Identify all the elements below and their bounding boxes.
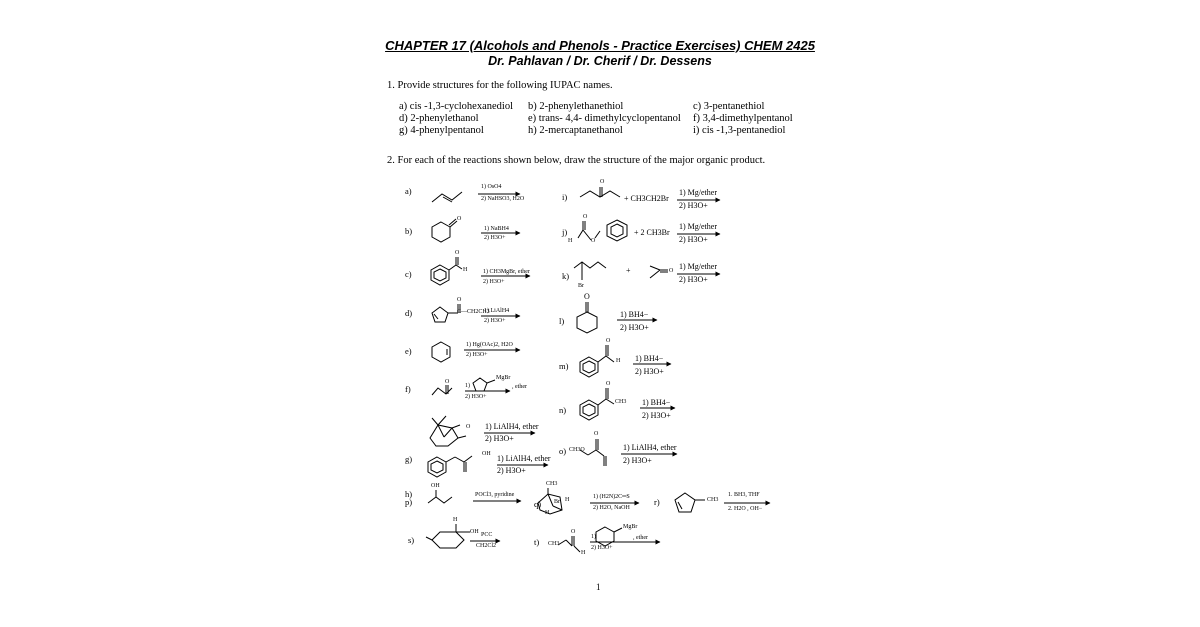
label-p: p) [405,497,413,507]
reagent-l-2: 2) H3O+ [620,323,649,332]
label-j: j) [562,227,568,237]
reagent-e-2: 2) H3O+ [466,352,488,358]
label-d: d) [405,308,413,318]
reagent-j-plus: + 2 CH3Br [634,228,670,237]
label-a: a) [405,186,412,196]
structure-a [432,192,462,202]
reagent-f-mgbr: MgBr [496,375,511,381]
atom-o-t: O [571,529,576,535]
atom-h2-q: H [545,510,550,516]
atom-o-k: O [669,268,674,274]
structure-l [577,302,597,333]
name-c: c) 3-pentanethiol [693,101,765,112]
atom-o-b: O [457,216,462,222]
reagent-n-2: 2) H3O+ [642,411,671,420]
structure-j [578,220,627,241]
atom-h-t: H [581,550,586,556]
reagent-m-2: 2) H3O+ [635,367,664,376]
atom-ch3-q: CH3 [546,481,558,487]
reagent-t-2: 2) H3O+ [591,545,613,551]
atom-ch3-t: CH3 [548,541,560,547]
label-o: o) [559,446,567,456]
page-title: CHAPTER 17 (Alcohols and Phenols - Practice Exercises) CHEM 2425 [385,38,815,53]
name-h: h) 2-mercaptanethanol [528,125,623,136]
atom-o-i: O [600,179,605,185]
atom-oh-s: OH [470,529,479,535]
label-g: g) [405,454,413,464]
reagent-q-2: 2) H2O, NaOH [593,505,630,511]
structure-n [580,388,614,420]
label-s: s) [408,535,415,545]
atom-o-c: O [455,250,460,256]
name-f: f) 3,4-dimethylpentanol [693,113,793,124]
atom-oh-h: OH [482,451,491,457]
reagent-a-1: 1) OsO4 [481,184,502,190]
atom-ch3-n: CH3 [615,399,627,405]
atom-o-g: O [466,424,471,430]
atom-h-q: H [565,497,570,503]
label-r: r) [654,497,660,507]
label-e: e) [405,346,412,356]
atom-o-j: O [583,214,588,220]
reagent-i-plus: + CH3CH2Br [624,194,669,203]
reagent-b-2: 2) H3O+ [484,235,506,241]
label-n: n) [559,405,567,415]
label-k: k) [562,271,570,281]
reagent-c-1: 1) CH3MgBr, ether [483,269,530,275]
atom-o-m: O [606,338,611,344]
label-l: l) [559,316,565,326]
reagent-s-1: PCC [481,532,493,538]
atom-br-k: Br [578,283,584,289]
atom-o-f: O [445,379,450,385]
label-m: m) [559,361,569,371]
reagent-t-1: 1) [591,534,596,540]
structure-b [432,219,457,242]
structure-h [428,456,472,477]
label-t: t) [534,537,540,547]
reagent-g-1: 1) LiAlH4, ether [485,422,539,431]
label-h: h) [405,489,413,499]
name-b: b) 2-phenylethanethiol [528,101,624,112]
reagent-k-plus: + [626,266,631,275]
atom-ch3-r: CH3 [707,497,719,503]
reagent-r-2: 2. H2O , OH− [728,506,763,512]
reagent-t-mgbr: MgBr [623,524,638,530]
structure-f-reagent [473,378,495,391]
reagent-s-2: CH2Cl2 [476,543,497,549]
atom-o-o: O [594,431,599,437]
authors-line: Dr. Pahlavan / Dr. Cherif / Dr. Dessens [488,54,712,68]
reagent-h-1: 1) LiAlH4, ether [497,454,551,463]
structure-g [430,416,466,446]
structure-k-acetone [650,266,668,278]
reagent-q-1: 1) (H2N)2C═S [593,494,630,500]
label-f: f) [405,384,411,394]
structure-r [675,493,705,512]
reagent-c-2: 2) H3O+ [483,279,505,285]
name-e: e) trans- 4,4- dimethylcyclopentanol [528,113,681,124]
atom-oh-p: OH [431,483,440,489]
reagent-k-1: 1) Mg/ether [679,262,717,271]
question-2-prompt: 2. For each of the reactions shown below, draw the structure of the major organic product. [387,155,766,166]
name-g: g) 4-phenylpentanol [399,125,484,136]
reagent-n-1: 1) BH4− [642,398,671,407]
label-c: c) [405,269,412,279]
reagent-e-1: 1) Hg(OAc)2, H2O [466,342,513,348]
structure-k [574,262,606,280]
reagent-d-1: 1) LiAlH4 [484,308,510,314]
reagent-j-1: 1) Mg/ether [679,222,717,231]
atom-br-q: Br [554,499,560,505]
structure-t-reagent [596,527,622,546]
structure-t [558,536,580,552]
structure-e [432,342,450,362]
reagent-o-1: 1) LiAlH4, ether [623,443,677,452]
reagent-t-ether: , ether [633,535,648,541]
atom-h-c: H [463,267,468,273]
reagent-b-1: 1) NaBH4 [484,226,509,232]
reagent-a-2: 2) NaHSO3, H2O [481,196,525,202]
atom-h-s: H [453,517,458,523]
label-b: b) [405,226,413,236]
reagent-f-1: 1) [465,383,470,389]
reagent-i-1: 1) Mg/ether [679,188,717,197]
atom-o2-j: O [591,238,596,244]
label-i: i) [562,192,568,202]
reagent-l-1: 1) BH4− [620,310,649,319]
structure-i [580,187,620,197]
atom-ethyl-d: C—CH2CH3 [457,309,490,315]
structure-s [426,524,470,548]
structure-c [431,257,462,285]
atom-h-m: H [616,358,621,364]
reagent-m-1: 1) BH4− [635,354,664,363]
reagent-j-2: 2) H3O+ [679,235,708,244]
atom-o-d: O [457,297,462,303]
structure-p [428,497,452,503]
reagent-o-2: 2) H3O+ [623,456,652,465]
label-q: q) [534,499,542,509]
reagent-f-ether: , ether [512,384,527,390]
question-1-prompt: 1. Provide structures for the following IUPAC names. [387,80,613,91]
reagent-r-1: 1. BH3, THF [728,492,760,498]
name-d: d) 2-phenylethanol [399,113,479,124]
reagent-g-2: 2) H3O+ [485,434,514,443]
structure-f [432,385,452,395]
reagent-h-2: 2) H3O+ [497,466,526,475]
atom-h-j: H [568,238,573,244]
atom-o-n: O [606,381,611,387]
name-a: a) cis -1,3-cyclohexanediol [399,101,513,112]
reagent-f-2: 2) H3O+ [465,394,487,400]
reagent-k-2: 2) H3O+ [679,275,708,284]
page-number: 1 [596,582,601,592]
name-i: i) cis -1,3-pentanediol [693,125,786,136]
reagent-p-1: POCl3, pyridine [475,492,515,498]
atom-o-l: O [584,292,590,301]
reagent-i-2: 2) H3O+ [679,201,708,210]
structure-d [432,304,460,322]
atom-ch3o-o: CH3O [569,447,585,453]
reagent-d-2: 2) H3O+ [484,318,506,324]
structure-m [580,345,614,377]
